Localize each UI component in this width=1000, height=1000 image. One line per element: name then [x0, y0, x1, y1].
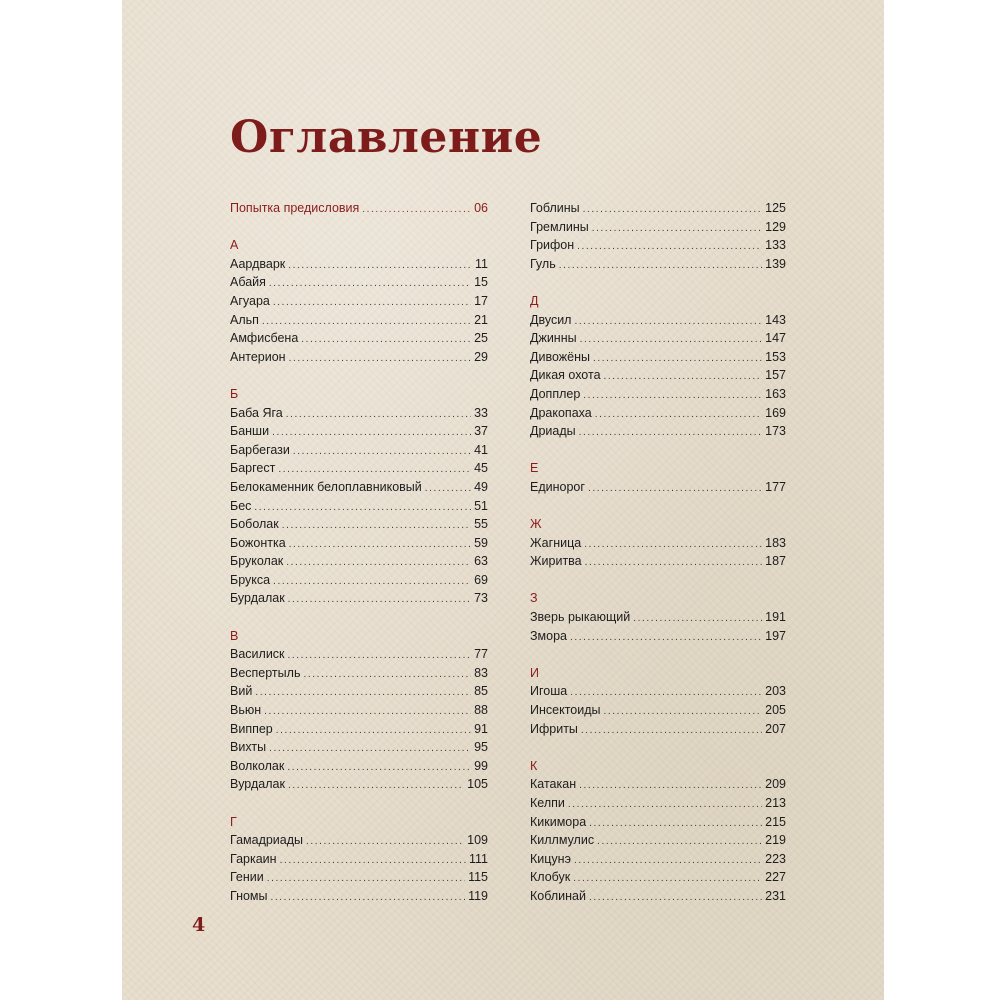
toc-entry-title: Коблинай [530, 888, 586, 903]
dot-leader [273, 576, 471, 587]
page-number: 4 [192, 914, 206, 936]
dot-leader [362, 204, 471, 215]
dot-leader [579, 780, 762, 791]
section-letter: К [530, 758, 538, 773]
toc-entry-title: Абайя [230, 275, 266, 290]
dot-leader [633, 613, 762, 624]
dot-leader [271, 892, 466, 903]
toc-entry[interactable] [230, 833, 488, 852]
toc-entry-title: Келпи [530, 796, 565, 810]
toc-entry-page: 125 [765, 201, 786, 215]
section-gap [230, 220, 488, 239]
toc-entry[interactable] [530, 257, 786, 276]
toc-entry-title: Аардварк [230, 256, 286, 271]
dot-leader [604, 371, 763, 382]
toc-entry-title: Агуара [230, 293, 270, 308]
toc-entry-title: Баргест [230, 461, 276, 476]
toc-entry[interactable] [530, 313, 786, 332]
toc-entry-page: 55 [474, 517, 488, 532]
toc-entry-title: Кицунэ [530, 851, 571, 866]
section-letter: В [230, 628, 239, 643]
toc-entry[interactable] [230, 350, 488, 369]
dot-leader [570, 687, 762, 698]
section-gap [530, 740, 786, 759]
toc-entry[interactable] [230, 443, 488, 462]
toc-entry-title: Дивожёны [530, 349, 590, 364]
dot-leader [585, 557, 763, 568]
toc-entry[interactable] [530, 870, 786, 889]
toc-entry[interactable] [230, 591, 488, 610]
dot-leader [289, 353, 472, 364]
dot-leader [255, 687, 471, 698]
toc-entry[interactable] [530, 331, 786, 350]
section-gap [530, 647, 786, 666]
dot-leader [573, 873, 762, 884]
toc-entry-title: Василиск [230, 647, 285, 662]
toc-entry[interactable] [230, 294, 488, 313]
toc-entry-title: Допплер [530, 386, 581, 401]
toc-entry-page: 06 [474, 201, 488, 215]
toc-entry-title: Гении [230, 870, 264, 885]
toc-entry[interactable] [230, 759, 488, 778]
dot-leader [588, 483, 762, 494]
toc-entry[interactable] [230, 722, 488, 741]
toc-entry[interactable] [530, 554, 786, 573]
dot-leader [269, 743, 471, 754]
section-gap [530, 499, 786, 518]
toc-entry-page: 203 [765, 684, 786, 699]
toc-entry-title: Боболак [230, 517, 279, 532]
toc-entry-page: 15 [474, 275, 488, 290]
toc-entry[interactable] [230, 517, 488, 536]
toc-entry-title: Антерион [230, 349, 286, 364]
dot-leader [303, 669, 471, 680]
toc-entry-title: Белокаменник белоплавниковый [230, 479, 422, 494]
toc-entry-title: Веспертыль [230, 665, 301, 680]
toc-entry-page: 105 [467, 777, 488, 792]
toc-entry-page: 223 [765, 851, 786, 866]
dot-leader [570, 632, 762, 643]
toc-entry-title: Гаркаин [230, 851, 277, 866]
toc-entry[interactable] [530, 852, 786, 871]
dot-leader [278, 464, 471, 475]
toc-entry-title: Гномы [230, 888, 268, 903]
toc-entry[interactable] [530, 889, 786, 908]
section-letter: Ж [530, 517, 542, 532]
toc-entry-title: Божонтка [230, 535, 286, 550]
toc-entry-title: Клобук [530, 870, 571, 885]
toc-entry[interactable] [230, 703, 488, 722]
section-letter: Б [230, 386, 239, 401]
toc-entry[interactable] [230, 870, 488, 889]
toc-entry-page: 37 [474, 424, 488, 439]
toc-entry-title: Грифон [530, 238, 575, 253]
toc-entry-title: Брукса [230, 572, 271, 587]
dot-leader [287, 762, 471, 773]
toc-entry-title: Барбегази [230, 442, 290, 457]
toc-entry-page: 183 [765, 535, 786, 550]
toc-entry[interactable] [530, 480, 786, 499]
dot-leader [574, 855, 762, 866]
section-gap [530, 573, 786, 592]
toc-entry[interactable] [230, 257, 488, 276]
toc-entry-title: Бес [230, 498, 252, 513]
toc-entry-page: 111 [468, 851, 488, 866]
dot-leader [293, 446, 471, 457]
page-title: Оглавление [230, 112, 543, 163]
toc-entry[interactable] [230, 461, 488, 480]
dot-leader [589, 818, 762, 829]
toc-entry-page: 63 [474, 554, 488, 569]
section-gap [530, 275, 786, 294]
toc-entry[interactable] [530, 220, 786, 239]
dot-leader [301, 334, 471, 345]
toc-entry-page: 147 [765, 331, 786, 346]
toc-entry-title: Катакан [530, 777, 577, 792]
toc-entry[interactable] [230, 406, 488, 425]
dot-leader [604, 706, 763, 717]
toc-entry-title: Попытка предисловия [230, 201, 360, 215]
section-letter: Е [530, 461, 539, 476]
section-letter: Г [230, 814, 237, 829]
toc-entry-title: Инсектоиды [530, 703, 601, 718]
dot-leader [583, 390, 762, 401]
dot-leader [559, 260, 762, 271]
toc-entry[interactable] [530, 796, 786, 815]
toc-entry-title: Гуль [530, 256, 556, 271]
toc-entry-page: 231 [765, 888, 786, 903]
toc-entry-page: 45 [474, 461, 488, 476]
toc-entry-title: Кикимора [530, 814, 587, 829]
dot-leader [581, 725, 762, 736]
toc-entry-page: 91 [474, 721, 488, 736]
dot-leader [595, 409, 762, 420]
toc-entry-title: Вьюн [230, 703, 262, 718]
toc-entry[interactable] [530, 238, 786, 257]
toc-entry[interactable] [530, 406, 786, 425]
toc-entry-page: 49 [474, 479, 488, 494]
toc-entry[interactable] [230, 777, 488, 796]
dot-leader [577, 241, 762, 252]
toc-entry-title: Бурдалак [230, 591, 285, 606]
toc-entry[interactable] [530, 424, 786, 443]
toc-entry[interactable] [530, 536, 786, 555]
toc-entry-page: 139 [765, 256, 786, 271]
toc-entry-page: 25 [474, 331, 488, 346]
toc-entry-page: 95 [474, 740, 488, 755]
dot-leader [580, 334, 763, 345]
toc-entry-title: Дракопаха [530, 405, 592, 420]
toc-entry-title: Гремлины [530, 219, 589, 234]
toc-entry[interactable] [230, 424, 488, 443]
toc-entry-title: Бруколак [230, 554, 284, 569]
toc-entry[interactable] [530, 201, 786, 220]
toc-entry[interactable] [230, 852, 488, 871]
toc-entry-title: Амфисбена [230, 331, 299, 346]
toc-entry-page: 73 [474, 591, 488, 606]
toc-entry-page: 169 [765, 405, 786, 420]
dot-leader [286, 557, 471, 568]
toc-entry-page: 115 [468, 870, 488, 885]
section-gap [230, 796, 488, 815]
toc-entry[interactable] [530, 350, 786, 369]
toc-entry-title: Гоблины [530, 201, 580, 215]
dot-leader [288, 780, 464, 791]
toc-entry-title: Двусил [530, 312, 572, 327]
dot-leader [597, 836, 762, 847]
toc-entry-page: 83 [474, 665, 488, 680]
toc-entry-page: 219 [765, 833, 786, 848]
toc-entry-page: 163 [765, 386, 786, 401]
toc-entry[interactable] [530, 368, 786, 387]
toc-entry[interactable] [230, 889, 488, 908]
dot-leader [288, 260, 472, 271]
toc-entry[interactable] [530, 629, 786, 648]
dot-leader [583, 204, 762, 215]
toc-entry[interactable] [230, 313, 488, 332]
dot-leader [273, 297, 471, 308]
toc-entry-title: Ифриты [530, 721, 578, 736]
toc-entry-page: 88 [474, 703, 488, 718]
dot-leader [425, 483, 471, 494]
toc-entry-page: 69 [474, 572, 488, 587]
dot-leader [593, 353, 762, 364]
dot-leader [306, 836, 464, 847]
dot-leader [269, 278, 471, 289]
toc-entry-title: Дикая охота [530, 368, 601, 383]
toc-entry[interactable] [230, 480, 488, 499]
toc-entry[interactable] [530, 684, 786, 703]
toc-entry[interactable] [230, 684, 488, 703]
toc-entry-page: 207 [765, 721, 786, 736]
section-letter: Д [530, 293, 539, 308]
toc-entry-page: 143 [765, 312, 786, 327]
toc-entry-page: 77 [474, 647, 488, 662]
toc-entry-page: 109 [467, 833, 488, 848]
dot-leader [589, 892, 762, 903]
toc-entry-page: 227 [765, 870, 786, 885]
toc-entry-page: 119 [468, 888, 488, 903]
toc-entry[interactable] [530, 833, 786, 852]
dot-leader [280, 855, 466, 866]
toc-entry[interactable] [230, 275, 488, 294]
toc-entry-page: 133 [765, 238, 786, 253]
toc-entry-title: Зверь рыкающий [530, 610, 631, 625]
toc-entry-title: Вихты [230, 740, 267, 755]
toc-entry-title: Альп [230, 312, 259, 327]
section-letter: З [530, 591, 538, 606]
toc-entry-title: Вий [230, 684, 253, 699]
toc-entry[interactable] [230, 740, 488, 759]
toc-entry-title: Змора [530, 628, 567, 643]
section-gap [230, 368, 488, 387]
toc-entry-page: 33 [474, 405, 488, 420]
toc-entry-page: 17 [474, 293, 488, 308]
toc-entry-title: Киллмулис [530, 833, 595, 848]
toc-column-left [230, 201, 488, 908]
dot-leader [262, 316, 471, 327]
toc-entry[interactable] [230, 331, 488, 350]
dot-leader [286, 409, 471, 420]
toc-entry-page: 59 [474, 535, 488, 550]
dot-leader [264, 706, 471, 717]
toc-entry[interactable] [230, 647, 488, 666]
toc-entry-title: Игоша [530, 684, 568, 699]
toc-entry[interactable] [230, 201, 488, 220]
toc-column-right [530, 201, 786, 908]
section-gap [230, 610, 488, 629]
toc-entry-page: 191 [765, 610, 786, 625]
dot-leader [282, 520, 471, 531]
dot-leader [289, 539, 471, 550]
toc-entry[interactable] [530, 815, 786, 834]
toc-entry-page: 205 [765, 703, 786, 718]
toc-entry-page: 99 [474, 758, 488, 773]
toc-entry-page: 177 [765, 479, 786, 494]
toc-entry[interactable] [230, 499, 488, 518]
toc-entry-page: 85 [474, 684, 488, 699]
toc-entry[interactable] [230, 573, 488, 592]
toc-entry-page: 41 [474, 442, 488, 457]
toc-entry-page: 21 [474, 312, 488, 327]
dot-leader [276, 725, 471, 736]
dot-leader [288, 594, 471, 605]
toc-entry[interactable] [230, 666, 488, 685]
dot-leader [579, 427, 763, 438]
toc-entry[interactable] [230, 536, 488, 555]
toc-entry[interactable] [530, 722, 786, 741]
toc-entry-title: Единорог [530, 479, 585, 494]
dot-leader [288, 650, 472, 661]
toc-entry-title: Баба Яга [230, 405, 283, 420]
dot-leader [272, 427, 471, 438]
toc-entry-page: 215 [765, 814, 786, 829]
dot-leader [592, 223, 762, 234]
toc-entry-page: 29 [474, 349, 488, 364]
dot-leader [568, 799, 762, 810]
toc-entry[interactable] [530, 610, 786, 629]
section-letter: А [230, 238, 239, 253]
section-letter: И [530, 665, 539, 680]
toc-entry-title: Джинны [530, 331, 577, 346]
dot-leader [267, 873, 465, 884]
toc-entry[interactable] [530, 703, 786, 722]
dot-leader [254, 502, 471, 513]
toc-entry-page: 157 [765, 368, 786, 383]
toc-entry-title: Виппер [230, 721, 273, 736]
toc-entry-page: 213 [765, 796, 786, 810]
toc-entry-title: Волколак [230, 758, 285, 773]
toc-entry-title: Банши [230, 424, 270, 439]
toc-entry-title: Дриады [530, 424, 576, 439]
toc-entry-title: Вурдалак [230, 777, 285, 792]
toc-entry-page: 173 [765, 424, 786, 439]
toc-entry[interactable] [530, 387, 786, 406]
dot-leader [584, 539, 762, 550]
toc-entry-page: 187 [765, 554, 786, 569]
toc-entry-title: Жиритва [530, 554, 582, 569]
toc-entry-title: Гамадриады [230, 833, 304, 848]
toc-entry[interactable] [530, 777, 786, 796]
toc-entry-title: Жагница [530, 535, 582, 550]
dot-leader [574, 316, 762, 327]
section-gap [530, 443, 786, 462]
toc-entry-page: 153 [765, 349, 786, 364]
toc-entry[interactable] [230, 554, 488, 573]
toc-entry-page: 129 [765, 219, 786, 234]
toc-entry-page: 11 [475, 256, 488, 271]
toc-entry-page: 197 [765, 628, 786, 643]
toc-entry-page: 209 [765, 777, 786, 792]
toc-entry-page: 51 [474, 498, 488, 513]
